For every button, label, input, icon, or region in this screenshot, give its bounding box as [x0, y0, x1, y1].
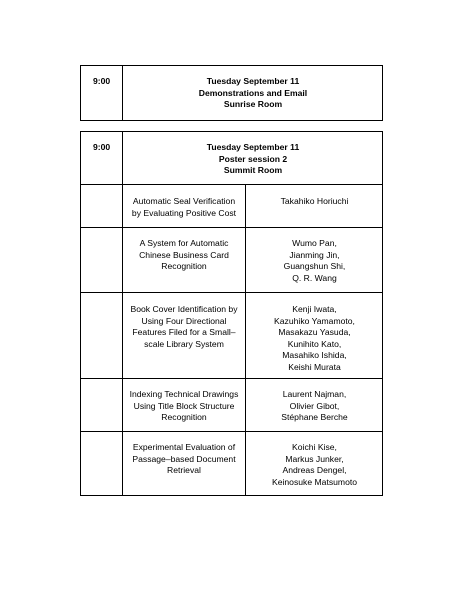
- author-line: Laurent Najman,: [282, 389, 347, 399]
- row-divider-3: [80, 378, 383, 379]
- title-line: Experimental Evaluation of: [132, 442, 236, 452]
- author-line: Andreas Dengel,: [282, 465, 347, 475]
- title-line: Using Four Directional: [141, 315, 227, 326]
- title-line: by Evaluating Positive Cost: [131, 207, 237, 218]
- author-line: Kunihito Kato,: [287, 338, 342, 349]
- author-line: Q. R. Wang: [292, 272, 337, 283]
- session-2-header-divider: [80, 184, 383, 185]
- session-1-title: Demonstrations and Email: [198, 87, 308, 98]
- paper-authors-2: [246, 238, 383, 284]
- row-divider-4: [80, 431, 383, 432]
- session-2-header: [123, 142, 383, 177]
- paper-title-2: [123, 238, 245, 273]
- title-line: scale Library System: [144, 338, 224, 349]
- paper-title-3: [123, 304, 245, 350]
- paper-title-5: [123, 442, 245, 477]
- paper-authors-4: [246, 389, 383, 424]
- title-line: Recognition: [161, 412, 207, 422]
- session-2-time: 9:00: [93, 142, 111, 152]
- title-line: Retrieval: [167, 465, 201, 475]
- author-line: Stéphane Berche: [281, 412, 348, 422]
- author-line: Koichi Kise,: [292, 442, 337, 452]
- session-1-date: Tuesday September 11: [206, 76, 300, 86]
- paper-authors-5: [246, 442, 383, 488]
- title-line: Features Filed for a Small–: [132, 327, 236, 337]
- session-1-time: 9:00: [93, 76, 111, 86]
- title-line: Chinese Business Card: [139, 249, 229, 260]
- paper-authors-3: [246, 304, 383, 373]
- session-2-title: Poster session 2: [218, 153, 288, 164]
- paper-title-1: [123, 196, 245, 219]
- author-line: Olivier Gibot,: [289, 400, 340, 411]
- author-line: Keinosuke Matsumoto: [271, 476, 358, 487]
- author-line: Guangshun Shi,: [283, 261, 346, 271]
- session-1-header: [123, 76, 383, 111]
- title-line: A System for Automatic: [139, 238, 229, 248]
- session-2-room: Summit Room: [223, 165, 283, 175]
- session-2-date: Tuesday September 11: [206, 142, 300, 152]
- author-line: Wumo Pan,: [292, 238, 337, 248]
- author-line: Masahiko Ishida,: [282, 350, 347, 360]
- title-line: Indexing Technical Drawings: [129, 389, 239, 399]
- title-line: Recognition: [161, 261, 207, 271]
- paper-authors-1: [246, 196, 383, 208]
- row-divider-2: [80, 292, 383, 293]
- author-line: Markus Junker,: [285, 453, 344, 464]
- title-line: Using Title Block Structure: [133, 400, 235, 411]
- title-line: Passage–based Document: [132, 453, 236, 464]
- author-line: Keishi Murata: [288, 361, 341, 372]
- session-1-room: Sunrise Room: [223, 99, 283, 109]
- author-line: Takahiko Horiuchi: [280, 196, 349, 206]
- author-line: Kenji Iwata,: [292, 304, 337, 314]
- title-line: Book Cover Identification by: [130, 304, 238, 314]
- paper-title-4: [123, 389, 245, 424]
- author-line: Jianming Jin,: [289, 249, 340, 260]
- row-divider-1: [80, 227, 383, 228]
- author-line: Masakazu Yasuda,: [278, 327, 351, 337]
- title-line: Automatic Seal Verification: [132, 196, 236, 206]
- author-line: Kazuhiko Yamamoto,: [274, 315, 355, 326]
